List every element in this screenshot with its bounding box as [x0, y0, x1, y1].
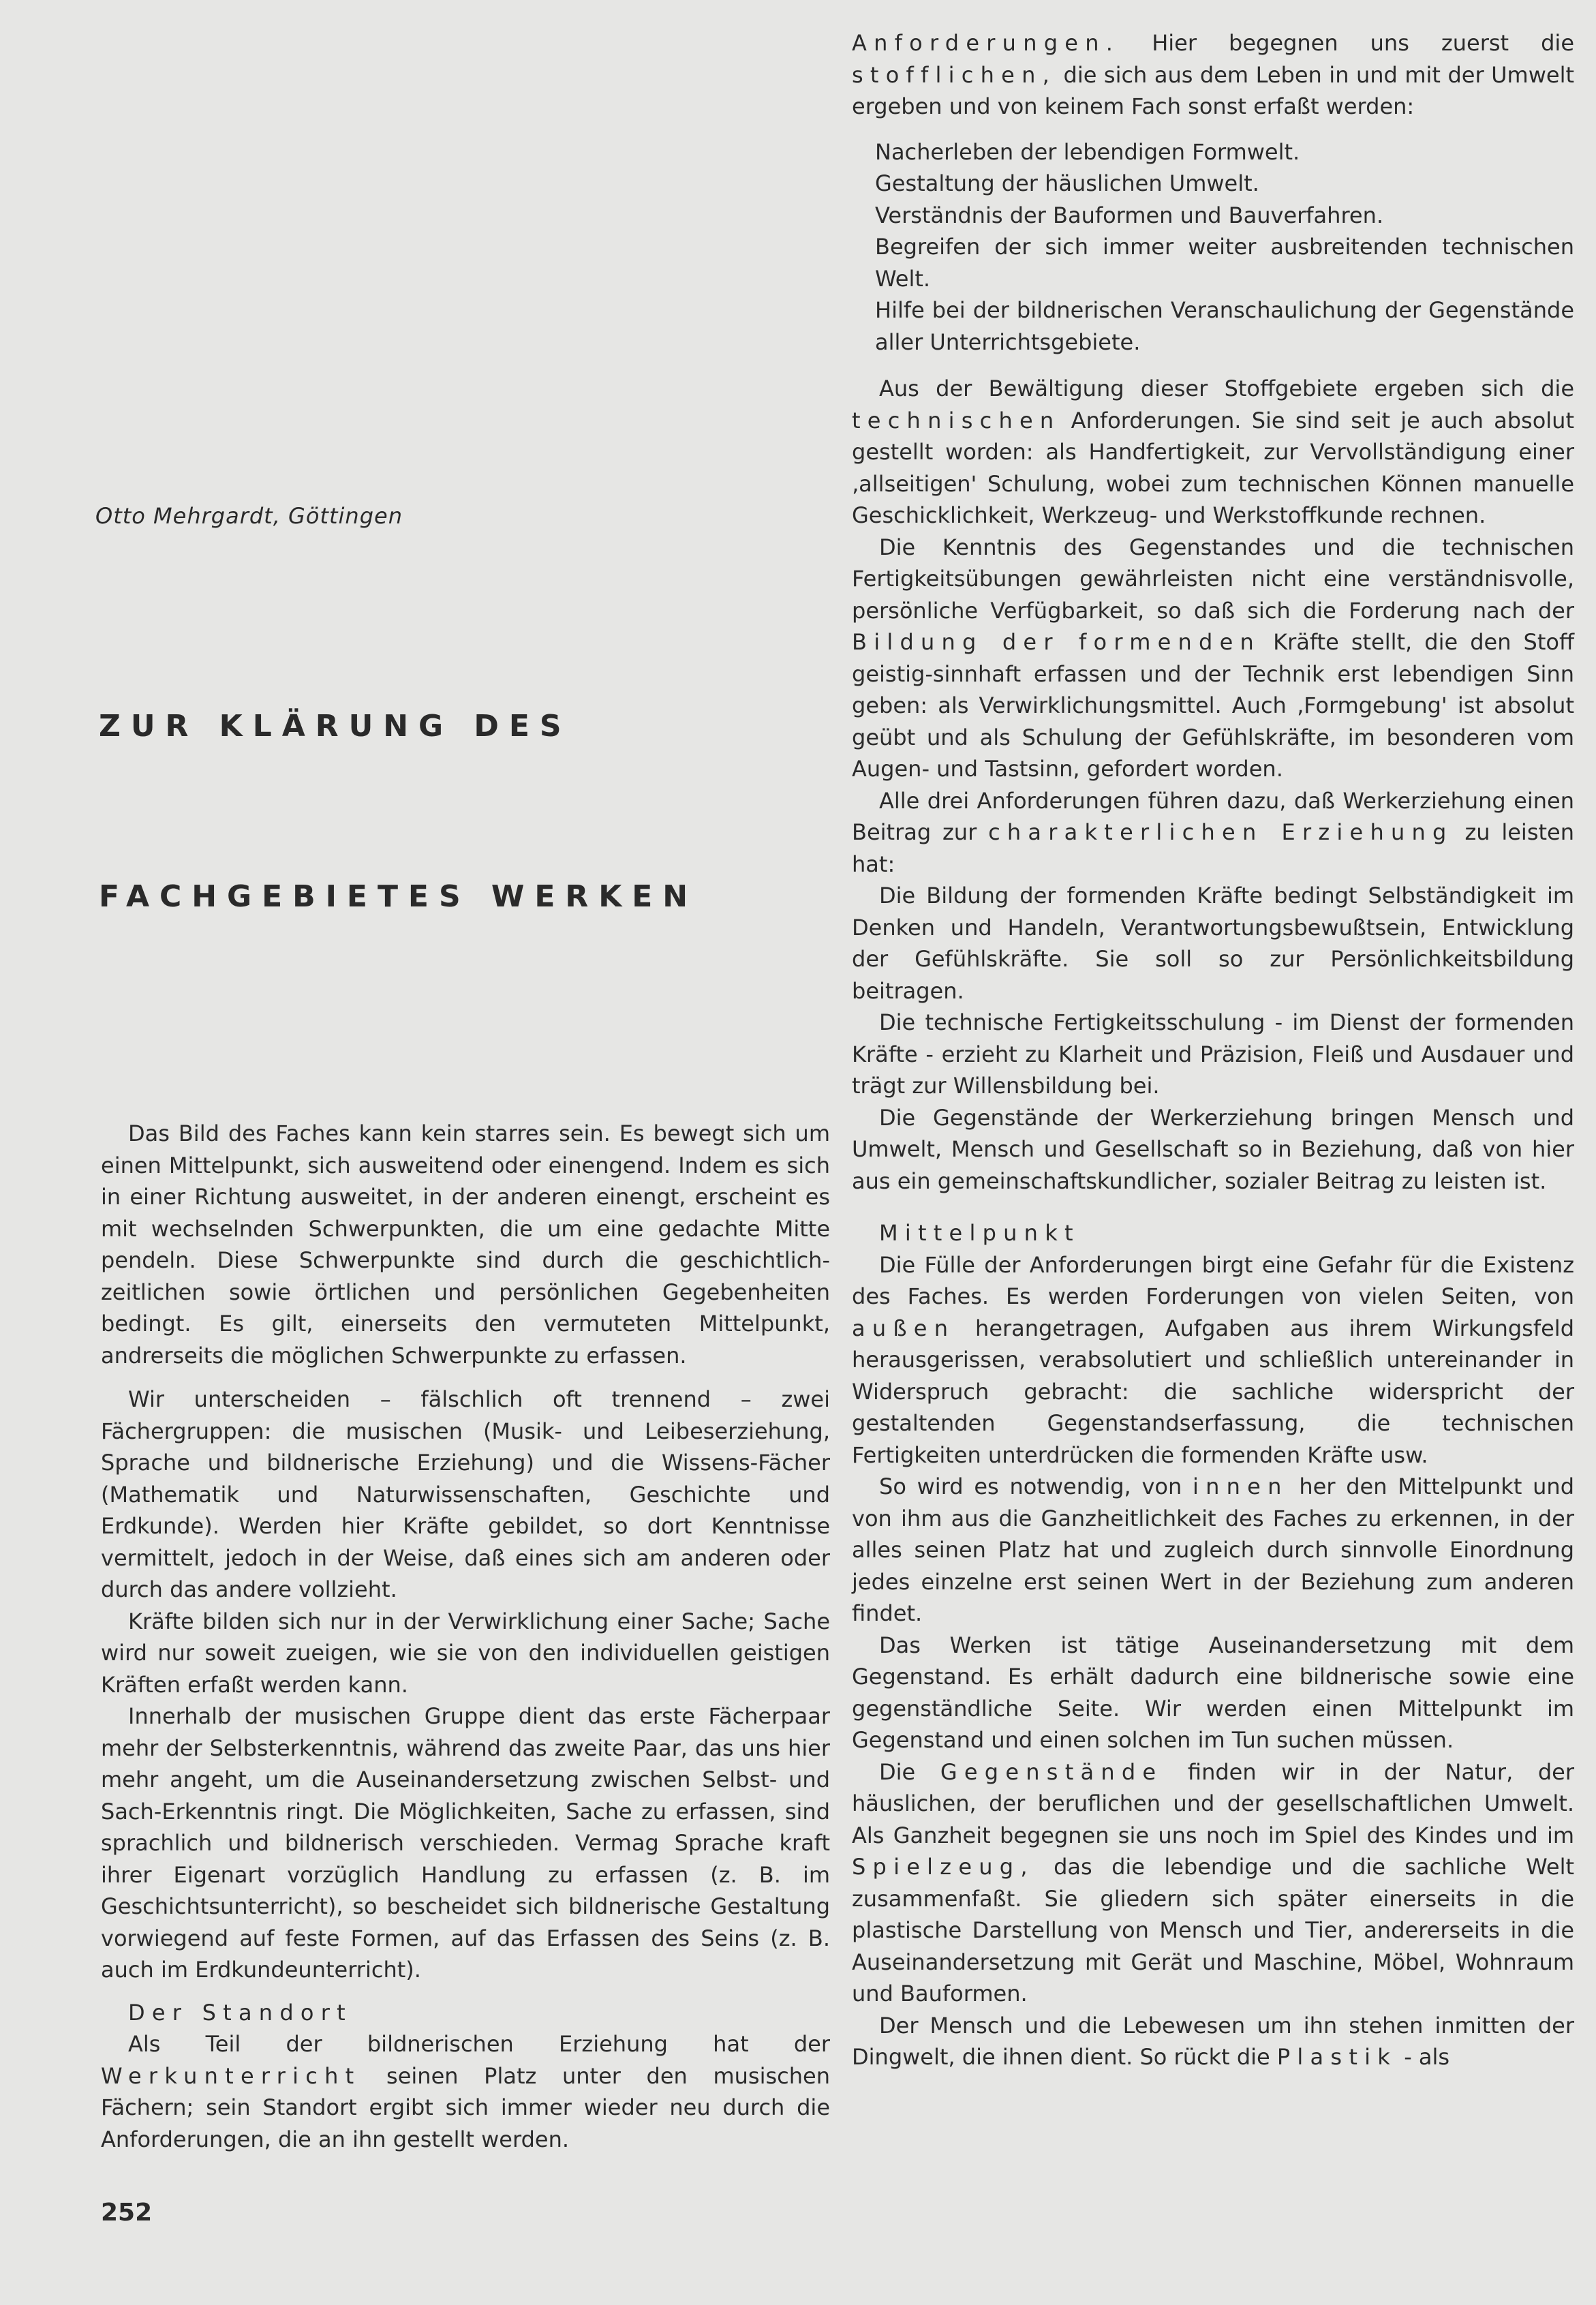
left-column	[101, 1118, 830, 2155]
article-title-line-1: ZUR KLÄRUNG DES	[99, 709, 572, 744]
paragraph: Die technische Fertigkeitsschulung - im Dienst der formenden Kräfte - erzieht zu Klarheit und Präzision, Fleiß und Ausdauer und trägt zur Willensbildung bei.	[852, 1009, 1574, 1099]
paragraph: Das Werken ist tätige Auseinandersetzung mit dem Gegenstand. Es erhält dadurch eine bildnerische sowie eine gegenständliche Seite. Wir werden einen Mittelpunkt im Gegenstand und einen solchen im Tun suchen müssen.	[852, 1632, 1574, 1753]
paragraph: Kräfte bilden sich nur in der Verwirklichung einer Sache; Sache wird nur soweit zueigen, wie sie von den individuellen geistigen Kräften erfaßt werden kann.	[101, 1608, 830, 1698]
spaced-emphasis: Bildung der formenden	[852, 629, 1261, 655]
spaced-emphasis: Plastik	[1276, 2044, 1398, 2070]
requirement-list	[852, 136, 1574, 358]
right-column	[852, 27, 1574, 2073]
article-title-line-2: FACHGEBIETES WERKEN	[99, 879, 699, 914]
paragraph: Die Kenntnis des Gegenstandes und die technischen Fertigkeitsübungen gewährleisten nicht eine verständnisvolle, persönliche Verfügbarkeit, so daß sich die Forderung nach der Bildung der formenden Kräfte stellt, die den Stoff geistig-sinnhaft erfassen und der Technik erst lebendigen Sinn geben: als Verwirklichungsmittel. Auch ‚Formgebung' ist absolut geübt und als Schulung der Gefühlskräfte, im besonderen vom Augen- und Tastsinn, gefordert worden.	[852, 534, 1575, 782]
paragraph: Anforderungen. Hier begegnen uns zuerst die stofflichen, die sich aus dem Leben in und mit der Umwelt ergeben und von keinem Fach sonst erfaßt werden:	[852, 30, 1574, 119]
paragraph: So wird es notwendig, von innen her den Mittelpunkt und von ihm aus die Ganzheitlichkeit des Faches zu erkennen, in der alles seinen Platz hat und zugleich durch sinnvolle Einordnung jedes einzelne erst seinen Wert in der Beziehung zum anderen findet.	[852, 1474, 1575, 1626]
paragraph: Die Gegenstände finden wir in der Natur, der häuslichen, der beruflichen und der gesellschaftlichen Umwelt. Als Ganzheit begegnen sie uns noch im Spiel des Kindes und im Spielzeug, das die lebendige und die sachliche Welt zusammenfaßt. Sie gliedern sich später einerseits in die plastische Darstellung von Mensch und Tier, andererseits in die Auseinandersetzung mit Gerät und Maschine, Möbel, Wohnraum und Bauformen.	[852, 1758, 1575, 2006]
paragraph: Die Gegenstände der Werkerziehung bringen Mensch und Umwelt, Mensch und Gesellschaft so in Beziehung, daß von hier aus ein gemeinschaftskundlicher, sozialer Beitrag zu leisten ist.	[852, 1104, 1574, 1194]
spaced-emphasis: Spielzeug,	[852, 1854, 1034, 1880]
paragraph: Wir unterscheiden – fälschlich oft trennend – zwei Fächergruppen: die musischen (Musik- und Leibeserziehung, Sprache und bildnerische Erziehung) und die Wissens-Fächer (Mathematik und Naturwissenschaften, Geschichte und Erdkunde). Werden hier Kräfte gebildet, so dort Kenntnisse vermittelt, jedoch in der Weise, daß eines sich am anderen oder durch das andere vollzieht.	[101, 1386, 830, 1602]
paragraph: Die Bildung der formenden Kräfte bedingt Selbständigkeit im Denken und Handeln, Verantwortungsbewußtsein, Entwicklung der Gefühlskräfte. Sie soll so zur Persönlichkeitsbildung beitragen.	[852, 883, 1574, 1004]
page-number: 252	[101, 2199, 153, 2227]
paragraph: Als Teil der bildnerischen Erziehung hat der Werkunterricht seinen Platz unter den musischen Fächern; sein Standort ergibt sich immer wieder neu durch die Anforderungen, die an ihn gestellt werden.	[101, 2031, 830, 2152]
list-item: Hilfe bei der bildnerischen Veranschaulichung der Gegenstände aller Unterrichtsgebiete.	[875, 297, 1574, 355]
list-item: Nacherleben der lebendigen Formwelt.	[875, 138, 1300, 165]
spaced-emphasis: technischen	[852, 407, 1061, 433]
section-heading-mittelpunkt: Mittelpunkt	[879, 1220, 1080, 1246]
spaced-emphasis: Gegenstände	[940, 1758, 1163, 1785]
spaced-emphasis: außen	[852, 1315, 955, 1341]
list-item: Gestaltung der häuslichen Umwelt.	[875, 170, 1259, 196]
spaced-emphasis: stofflichen,	[852, 61, 1057, 88]
paragraph: Aus der Bewältigung dieser Stoffgebiete ergeben sich die technischen Anforderungen. Sie sind seit je auch absolut gestellt worden: als Handfertigkeit, zur Vervollständigung einer ‚allseitigen' Schulung, wobei zum technischen Können manuelle Geschicklichkeit, Werkzeug- und Werkstoffkunde rechnen.	[852, 376, 1574, 528]
spaced-emphasis: Werkunterricht	[101, 2062, 361, 2089]
paragraph: Die Fülle der Anforderungen birgt eine Gefahr für die Existenz des Faches. Es werden Forderungen von vielen Seiten, von außen herangetragen, Aufgaben aus ihrem Wirkungsfeld herausgerissen, verabsolutiert und schließlich untereinander in Widerspruch gebracht: die sachliche widerspricht der gestaltenden Gegenstandserfassung, die technischen Fertigkeiten unterdrücken die formenden Kräfte usw.	[852, 1251, 1574, 1468]
section-heading-standort: Der Standort	[128, 1999, 352, 2026]
spaced-emphasis: Anforderungen.	[852, 30, 1120, 56]
spaced-emphasis: charakterlichen Erziehung	[988, 819, 1454, 845]
paragraph: Alle drei Anforderungen führen dazu, daß Werkerziehung einen Beitrag zur charakterlichen Erziehung zu leisten hat:	[852, 787, 1575, 877]
list-item: Begreifen der sich immer weiter ausbreitenden technischen Welt.	[875, 234, 1574, 292]
paragraph: Der Mensch und die Lebewesen um ihn stehen inmitten der Dingwelt, die ihnen dient. So rückt die Plastik - als	[852, 2012, 1574, 2070]
list-item: Verständnis der Bauformen und Bauverfahren.	[875, 202, 1384, 228]
paragraph: Das Bild des Faches kann kein starres sein. Es bewegt sich um einen Mittelpunkt, sich ausweitend oder einengend. Indem es sich in einer Richtung ausweitet, in der anderen einengt, erscheint es mit wechselnden Schwerpunkten, die um eine gedachte Mitte pendeln. Diese Schwerpunkte sind durch die geschichtlich-zeitlichen sowie örtlichen und persönlichen Gegebenheiten bedingt. Es gilt, einerseits den vermuteten Mittelpunkt, andrerseits die möglichen Schwerpunkte zu erfassen.	[101, 1120, 830, 1369]
author-line: Otto Mehrgardt, Göttingen	[95, 503, 403, 529]
paragraph: Innerhalb der musischen Gruppe dient das erste Fächerpaar mehr der Selbsterkenntnis, während das zweite Paar, das uns hier mehr angeht, um die Auseinandersetzung zwischen Selbst- und Sach-Erkenntnis ringt. Die Möglichkeiten, Sache zu erfassen, sind sprachlich und bildnerisch verschieden. Vermag Sprache kraft ihrer Eigenart vorzüglich Handlung zu erfassen (z. B. im Geschichtsunterricht), so bescheidet sich bildnerische Gestaltung vorwiegend auf feste Formen, auf das Erfassen des Seins (z. B. auch im Erdkundeunterricht).	[101, 1703, 830, 1983]
spaced-emphasis: innen	[1192, 1474, 1289, 1499]
